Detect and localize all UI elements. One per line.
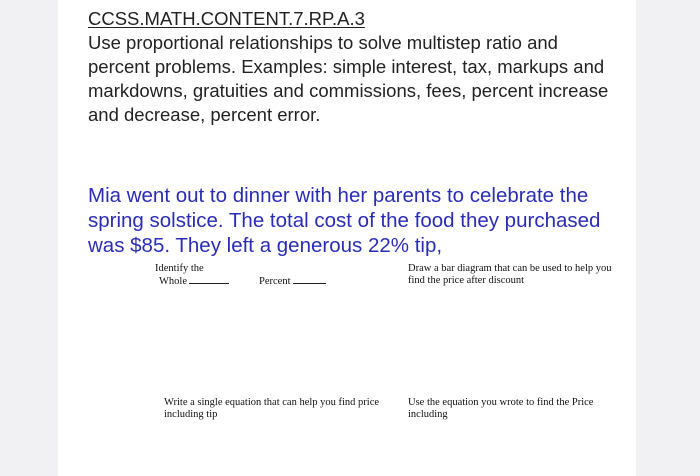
percent-blank[interactable] (293, 275, 326, 284)
word-problem: Mia went out to dinner with her parents to celebrate the spring solstice. The total cost of the food they purchased was $85. They left a generous 22% tip, (88, 184, 601, 257)
percent-prompt (259, 275, 326, 288)
whole-blank[interactable] (189, 275, 229, 284)
percent-label: Percent (259, 276, 291, 287)
standard-code-link[interactable]: CCSS.MATH.CONTENT.7.RP.A.3 (88, 8, 365, 29)
standard-description: Use proportional relationships to solve multistep ratio and percent problems. Examples: simple interest, tax, markups and markdowns, gratuities and commissions, fees, percent increase and decrease, percent error. (88, 32, 609, 125)
worksheet-slide (58, 0, 636, 476)
identify-whole-prompt (155, 263, 229, 288)
use-equation-prompt: Use the equation you wrote to find the Price including (408, 397, 594, 420)
equation-prompt: Write a single equation that can help you find price including tip (164, 397, 380, 420)
bar-diagram-prompt: Draw a bar diagram that can be used to help you find the price after discount (408, 263, 612, 286)
whole-label: Whole (159, 276, 187, 287)
identify-label: Identify the (155, 263, 204, 274)
whole-row (155, 275, 229, 288)
